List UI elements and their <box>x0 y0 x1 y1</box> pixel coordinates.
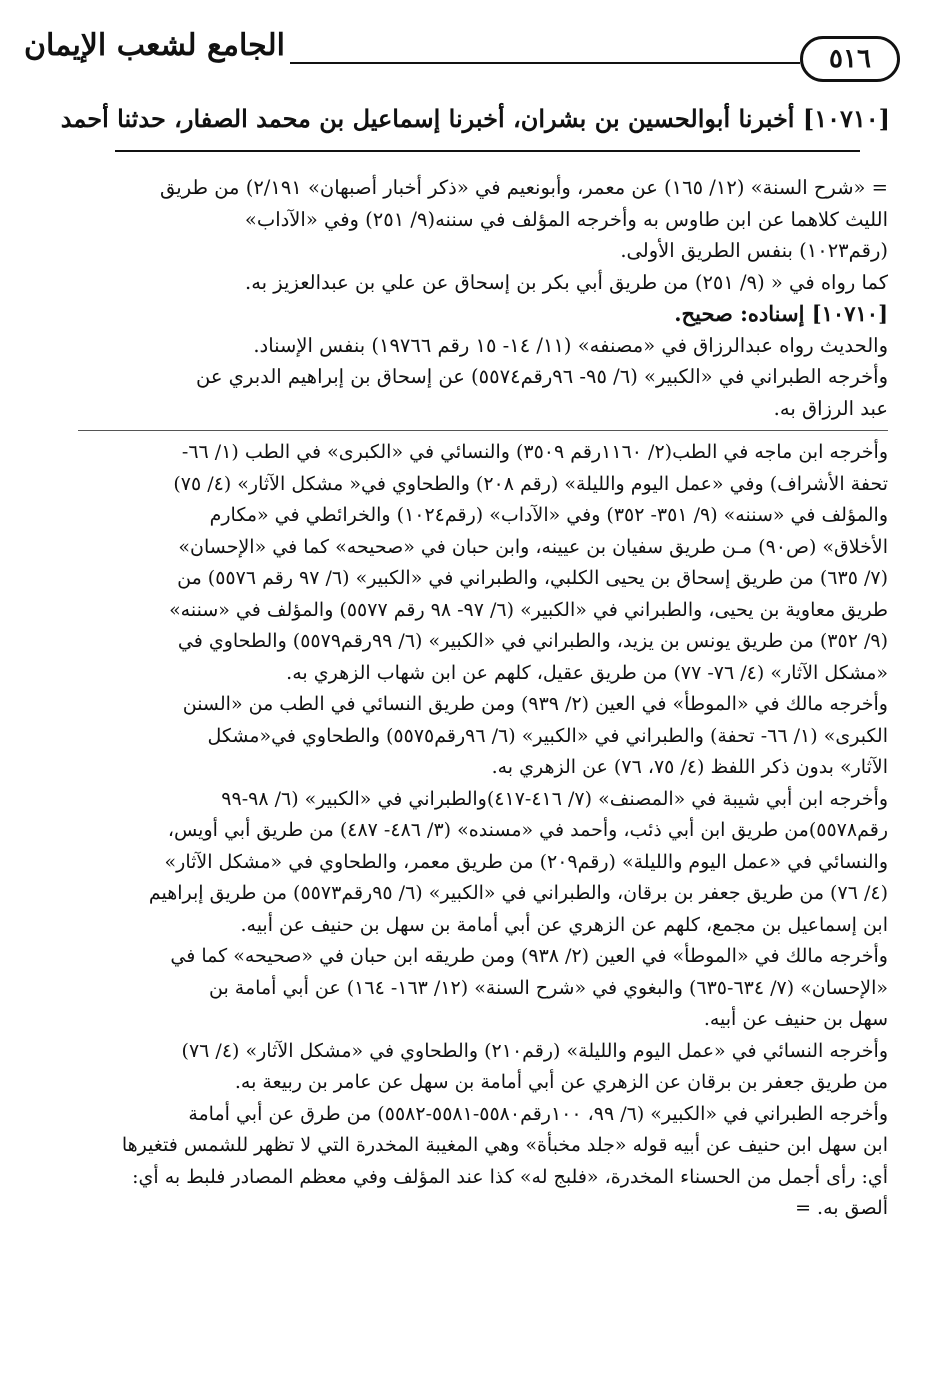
footnote-line: أي: رأى أجمل من الحسناء المخدرة، «فلبج له» كذا عند المؤلف وفي معظم المصادر فلبط به أي: <box>132 1165 888 1188</box>
footnote-heading: [١٠٧١٠] إسناده: صحيح. <box>674 301 888 326</box>
footnote-line: (٤/ ٧٦) من طريق جعفر بن برقان، والطبراني في «الكبير» (٦/ ٩٥رقم٥٥٧٣) من طريق إبراهيم <box>148 882 888 904</box>
footnote-line: تحفة الأشراف) وفي «عمل اليوم والليلة» (رقم ٢٠٨) والطحاوي في« مشكل الآثار» (٤/ ٧٥) <box>173 472 888 495</box>
page-header <box>0 0 940 110</box>
footnote-line: وأخرجه الطبراني في «الكبير» (٦/ ٩٩، ١٠٠رقم٥٥٨٠-٥٥٨١-٥٥٨٢) من طرق عن أبي أمامة <box>188 1102 888 1125</box>
footnote-line: وأخرجه ابن ماجه في الطب(٢/ ١١٦٠رقم ٣٥٠٩) والنسائي في «الكبرى» في الطب (١/ ٦٦- <box>181 441 888 463</box>
footnote-line: كما رواه في « (٩/ ٢٥١) من طريق أبي بكر بن إسحاق عن علي بن عبدالعزيز به. <box>245 270 888 294</box>
footnote-line: (٩/ ٣٥٢) من طريق يونس بن يزيد، والطبراني في «الكبير» (٦/ ٩٩رقم٥٥٧٩) والطحاوي في <box>177 630 888 652</box>
footnote-line: وأخرجه مالك في «الموطأ» في العين (٢/ ٩٣٩) ومن طريق النسائي في الطب من «السنن <box>182 693 888 715</box>
footnote-line: (٧/ ٦٣٥) من طريق إسحاق بن يحيى الكلبي، والطبراني في «الكبير» (٦/ ٩٧ رقم ٥٥٧٦) من <box>177 567 888 589</box>
book-title: الجامع لشعب الإيمان <box>23 28 285 63</box>
paragraph-divider <box>78 430 888 431</box>
footnote-line: طريق معاوية بن يحيى، والطبراني في «الكبير» (٦/ ٩٧- ٩٨ رقم ٥٥٧٧) والمؤلف في «سننه» <box>169 598 888 621</box>
footnote-line: وأخرجه الطبراني في «الكبير» (٦/ ٩٥- ٩٦رقم٥٥٧٤) عن إسحاق بن إبراهيم الدبري عن <box>196 365 888 388</box>
footnote-line: ابن سهل ابن حنيف عن أبيه قوله «جلد مخبأة» وهي المغيبة المخدرة التي لا تظهر للشمس فتغيرها <box>121 1134 888 1156</box>
footnote-line: والنسائي في «عمل اليوم والليلة» (رقم٢٠٩) من طريق معمر، والطحاوي في «مشكل الآثار» <box>164 850 888 873</box>
hadith-opening-line: [١٠٧١٠] أخبرنا أبوالحسين بن بشران، أخبرنا إسماعيل بن محمد الصفار، حدثنا أحمد <box>60 104 890 133</box>
footnote-line: والحديث رواه عبدالرزاق في «مصنفه» (١١/ ١٤- ١٥ رقم ١٩٧٦٦) بنفس الإسناد. <box>253 333 888 357</box>
footnotes <box>78 172 888 1225</box>
footnote-line: ألصق به. = <box>795 1197 888 1219</box>
footnote-line: رقم٥٥٧٨)من طريق ابن أبي ذئب، وأحمد في «مسنده» (٣/ ٤٨٦- ٤٨٧) من طريق أبي أويس، <box>167 819 888 841</box>
footnote-line: والمؤلف في «سننه» (٩/ ٣٥١- ٣٥٢) وفي «الآداب» (رقم١٠٢٤) والخرائطي في «مكارم <box>209 504 888 526</box>
footnote-separator <box>115 150 860 152</box>
footnote-line: «مشكل الآثار» (٤/ ٧٦- ٧٧) من طريق عقيل، كلهم عن ابن شهاب الزهري به. <box>286 661 888 684</box>
footnote-line: وأخرجه النسائي في «عمل اليوم والليلة» (رقم٢١٠) والطحاوي في «مشكل الآثار» (٤/ ٧٦) <box>181 1039 888 1062</box>
footnote-line: وأخرجه مالك في «الموطأ» في العين (٢/ ٩٣٨) ومن طريقه ابن حبان في «صحيحه» كما في <box>170 945 888 967</box>
footnote-line: الكبرى» (١/ ٦٦- تحفة) والطبراني في «الكبير» (٦/ ٩٦رقم٥٥٧٥) والطحاوي في«مشكل <box>207 724 888 747</box>
footnote-line: وأخرجه ابن أبي شيبة في «المصنف» (٧/ ٤١٦-٤١٧)والطبراني في «الكبير» (٦/ ٩٨-٩٩ <box>221 787 888 810</box>
footnote-line: الليث كلاهما عن ابن طاوس به وأخرجه المؤلف في سننه(٩/ ٢٥١) وفي «الآداب» <box>244 207 888 231</box>
footnote-line: = «شرح السنة» (١٢/ ١٦٥) عن معمر، وأبونعيم في «ذكر أخبار أصبهان» ٢/١٩١) من طريق <box>160 176 888 199</box>
page-number: ٥١٦ <box>800 36 900 82</box>
footnote-line: «الإحسان» (٧/ ٦٣٤-٦٣٥) والبغوي في «شرح السنة» (١٢/ ١٦٣- ١٦٤) عن أبي أمامة بن <box>209 976 888 999</box>
footnote-line: من طريق جعفر بن برقان عن الزهري عن أبي أمامة بن سهل عن عامر بن ربيعة به. <box>234 1071 888 1093</box>
footnote-line: ابن إسماعيل بن مجمع، كلهم عن الزهري عن أبي أمامة بن سهل بن حنيف عن أبيه. <box>240 913 888 936</box>
header-rule <box>290 62 800 64</box>
footnote-line: سهل بن حنيف عن أبيه. <box>703 1008 888 1030</box>
footnote-line: الأخلاق» (ص٩٠) مـن طريق سفيان بن عيينه، وابن حبان في «صحيحه» كما في «الإحسان» <box>178 535 888 558</box>
footnote-line: عبد الرزاق به. <box>773 396 888 420</box>
footnote-line: الآثار» بدون ذكر اللفظ (٤/ ٧٥، ٧٦) عن الزهري به. <box>491 756 888 778</box>
footnote-line: (رقم١٠٢٣) بنفس الطريق الأولى. <box>620 239 888 262</box>
